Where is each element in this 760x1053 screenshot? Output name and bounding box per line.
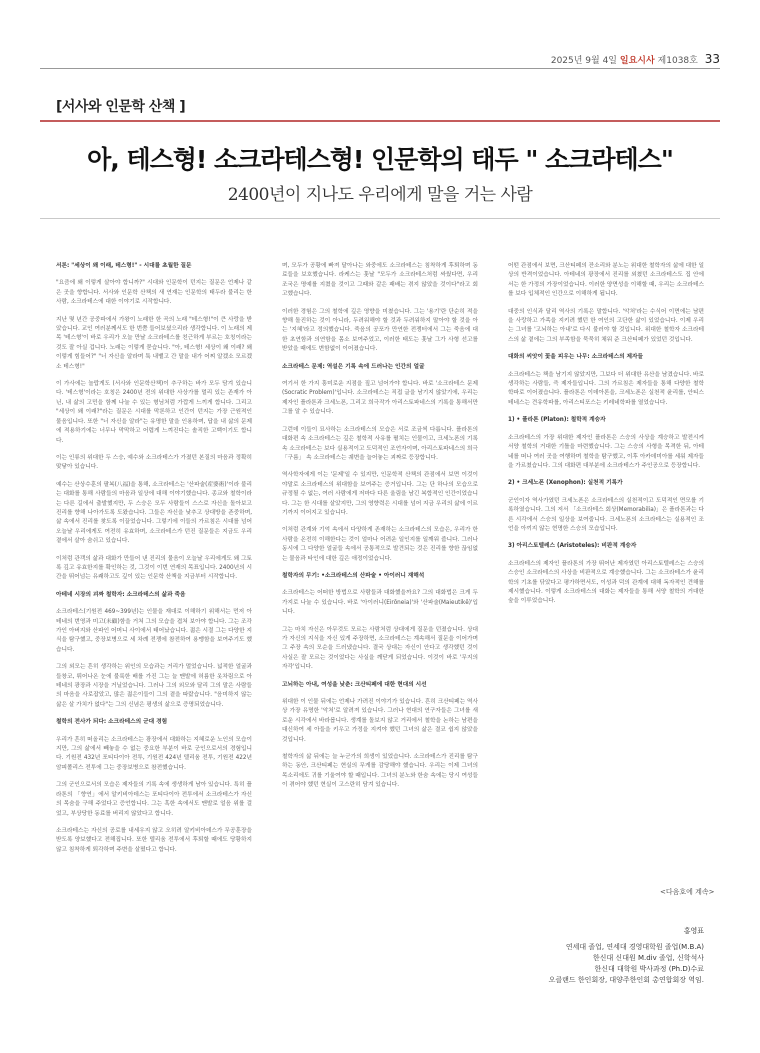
article-paragraph: 소크라테스는 책을 남기지 않았지만, 그보다 더 위대한 유산을 남겼습니다. 바로 생각하는 사람들, 즉 제자들입니다. 그의 가르침은 제자들을 통해 다양한 철학 학파로 이어졌습니다. 플라톤은 이데아론을, 크세노폰은 실천적 윤리를, 안티스테네스는 견유학파를, 아리스티포스는 키레네학파를 열었습니다. [508,371,704,406]
article-paragraph: 역사학자에게 이는 '문제'일 수 있지만, 인문학적 산책의 관점에서 보면 이것이야말로 소크라테스의 위대함을 보여주는 증거입니다. 그는 단 하나의 모습으로 규정될 수 없는, 여러 사람에게 저마다 다른 울림을 남긴 복합적인 인간이었습니다. 그는 한 시대를 살았지만, 그의 영향력은 시대를 넘어 지금 우리의 삶에 이르기까지 이어지고 있습니다. [282,472,478,516]
author-box [444,926,704,986]
article-paragraph: 소크라테스는 자신의 공로를 내세우지 않고 오히려 알키비아데스가 무공훈장을 받도록 양보했다고 전해집니다. 또한 델리움 전투에서 후퇴할 때에도 당황하지 않고 침착하게 퇴각하며 주변을 살폈다고 합니다. [56,827,252,853]
article-subheading: 아테네 시장의 괴짜 철학자: 소크라테스의 삶과 죽음 [56,591,186,598]
article-paragraph: 위대한 이 인물 뒤에는 언제나 가려진 이야기가 있습니다. 흔히 크산티페는 역사상 가장 유명한 '악처'로 알려져 있습니다. 그러나 현대의 연구자들은 그녀를 새로운 시각에서 바라봅니다. 생계를 돌보지 않고 거리에서 철학을 논하는 남편을 대신하여 세 아들을 키우고 가정을 지켜야 했던 그녀의 삶은 결코 쉽지 않았을 것입니다. [282,699,478,743]
article-paragraph: 그런데 이들이 묘사하는 소크라테스의 모습은 서로 조금씩 다릅니다. 플라톤의 대화편 속 소크라테스는 깊은 철학적 사유를 펼치는 인물이고, 크세노폰의 기록 속 소크라테스는 보다 실용적이고 도덕적인 조언자이며, 아리스토파네스의 희극 「구름」 속 소크라테스는 궤변을 늘어놓는 괴짜로 등장합니다. [282,426,478,461]
article-paragraph: 이는 인류의 위대한 두 스승, 예수와 소크라테스가 가졌던 본질의 마음과 정확히 맞닿아 있습니다. [56,454,252,471]
article-paragraph: 대중의 인식과 달리 역사의 기록은 말합니다. '악처'라는 수식어 이면에는 남편을 사랑하고 가족을 지키려 했던 한 여인의 고단한 삶이 있었습니다. 이제 우리는 그녀를 '고뇌하는 아내'로 다시 불러야 할 것입니다. 위대한 철학자 소크라테스의 삶 곁에는 그의 부족함을 묵묵히 채워 준 크산티페가 있었던 것입니다. [508,308,704,343]
article-subheading: 대화의 씨앗이 꽃을 피우는 나무: 소크라테스의 제자들 [508,354,644,361]
article-subheading: 철학자의 무기: •소크라테스의 산파술 • 아이러니 재해석 [282,572,425,579]
article-subheading: 서론: "세상이 왜 이래, 테스형!" - 시대를 초월한 질문 [56,263,192,269]
issue-number: 제1038호 [657,56,698,66]
article-paragraph: 소크라테스는 어떠한 방법으로 사람들과 대화했을까요? 그의 대화법은 크게 두 가지로 나눌 수 있습니다. 바로 '아이러니(Eirōneia)'와 '산파술(Maieutikē)'입니다. [282,590,478,616]
page-number: 33 [704,52,720,66]
author-credential: 한신대 대학원 박사과정 (Ph.D)수료 [594,965,704,973]
article-column-1 [56,262,252,922]
title-divider [40,218,720,219]
issue-date: 2025년 9월 4일 [550,56,618,66]
article-paragraph: 여기서 한 가지 흥미로운 지점을 짚고 넘어가야 합니다. 바로 '소크라테스 문제(Socratic Problem)'입니다. 소크라테스는 직접 글을 남기지 않았기에, 우리는 제자인 플라톤과 크세노폰, 그리고 희극작가 아리스토파네스의 기록을 통해서만 그를 알 수 있습니다. [282,381,478,416]
article-paragraph: 소크라테스(기원전 469~399년)는 인물을 재대로 이해하기 위해서는 먼저 아테네의 번영과 미고(未顧)함을 거쳐 그의 모습을 겹쳐 보아야 합니다. 그는 조각가인 아버지와 산파인 어머니 사이에서 태어났습니다. 젊은 시절 그는 다양한 지식을 탐구했고, 중장보병으로 세 차례 전쟁에 참전하여 용맹함을 보여주기도 했습니다. [56,609,252,653]
article-subheadline: 2400년이 지나도 우리에게 말을 거는 사람 [227,185,533,205]
author-credential: 한신대 신대원 M.div 졸업, 신학석사 [592,954,704,962]
article-paragraph: 이러한 경험은 그의 철학에 깊은 영향을 미쳤습니다. 그는 '용기'란 단순히 적을 향해 돌진하는 것이 아니라, 두려워해야 할 것과 두려워하지 말아야 할 것을 아는 '지혜'라고 정의했습니다. 죽음의 공포가 만연한 전쟁터에서 그는 죽음에 대한 초연함과 의연함을 몸소 보여주었고, 이러한 태도는 훗날 그가 사형 선고를 받았을 때에도 변함없이 이어졌습니다. [282,308,478,353]
section-divider [40,120,720,122]
article-subheading: 소크라테스 문제: 역설은 기록 속에 드러나는 인간의 얼굴 [282,363,425,370]
article-body [56,262,704,922]
author-credential: 연세대 졸업, 연세대 경영대학원 졸업(M.B.A) [565,943,704,951]
article-paragraph: 그의 외모는 흔히 생각하는 위인의 모습과는 거리가 멀었습니다. 넓적한 얼굴과 들창코, 튀어나온 눈에 불룩한 배를 가진 그는 늘 맨발에 허름한 옷차림으로 아테네의 광장과 시장을 거닐었습니다. 그러나 그의 외모와 달리 그의 말은 사람들의 마음을 사로잡았고, 많은 젊은이들이 그의 곁을 따랐습니다. "음미하지 않는 삶은 살 가치가 없다"는 그의 신념은 평생의 삶으로 증명되었습니다. [56,664,252,708]
article-paragraph: 며, 모두가 공황에 빠져 달아나는 와중에도 소크라테스는 침착하게 후퇴하며 동료들을 보호했습니다. 라케스는 훗날 "모두가 소크라테스처럼 싸웠다면, 우리 조국은 명예를 지켰을 것이고 그때와 같은 패배는 겪지 않았을 것이다"라고 회고했습니다. [282,263,478,298]
article-paragraph: 이처럼 관계와 기억 속에서 다양하게 존재하는 소크라테스의 모습은, 우리가 한 사람을 온전히 이해한다는 것이 얼마나 어려운 일인지를 일깨워 줍니다. 그러나 동시에 그 다양한 얼굴들 속에서 공통적으로 발견되는 것은 진리를 향한 끊임없는 물음과 타인에 대한 깊은 애정이었습니다. [282,527,478,562]
article-headline: 아, 테스형! 소크라테스형! 인문학의 태두 " 소크라테스" [87,145,673,174]
article-paragraph: 이 가사에는 놀랍게도 (서사와 인문학산책)이 추구하는 바가 모두 담겨 있습니다. '테스형'이라는 호칭은 2400년 전의 위대한 사상가를 멀리 있는 존재가 아닌, 내 삶의 고민을 함께 나눌 수 있는 형님처럼 가깝게 느끼게 합니다. 그리고 "세상이 왜 이래?"라는 질문은 시대를 막론하고 인간이 던지는 가장 근원적인 물음입니다. 또한 "너 자신을 알라"는 유명한 말을 인용하며, 답을 내 삶의 문제에 적용하기에는 너무나 막막하고 어렵게 느껴진다는 솔직한 고백이기도 합니다. [56,381,252,444]
article-paragraph: 철학자의 삶 뒤에는 늘 누군가의 희생이 있었습니다. 소크라테스가 진리를 탐구하는 동안, 크산티페는 현실의 무게를 감당해야 했습니다. 우리는 이제 그녀의 목소리에도 귀를 기울여야 할 때입니다. 그녀의 분노와 한숨 속에는 당시 여성들이 겪어야 했던 현실이 고스란히 담겨 있습니다. [282,754,478,789]
article-paragraph: 그의 군인으로서의 모습은 제자들의 기록 속에 생생하게 남아 있습니다. 특히 플라톤의 「향연」에서 알키비아데스는 포티다이아 전투에서 소크라테스가 자신의 목숨을 구해 주었다고 증언합니다. 그는 혹한 속에서도 맨발로 얼음 위를 걸었고, 부상당한 동료를 버리지 않았다고 합니다. [56,782,252,817]
article-subheading: 3) 아리스토텔레스 (Aristoteles): 비판적 계승자 [508,543,637,550]
article-paragraph: 이처럼 관객의 삶과 대화가 만들어 낸 진리의 물음이 오늘날 우리에게도 왜 그토록 깊고 유효한지를 확인하는 것, 그것이 이번 연재의 목표입니다. 2400년의 시간을 뛰어넘는 유쾌하고도 깊이 있는 인문학 산책을 지금부터 시작합니다. [56,555,252,581]
article-column-2 [282,262,478,922]
article-paragraph: 우리가 흔히 떠올리는 소크라테스는 광장에서 대화하는 지혜로운 노인의 모습이지만, 그의 삶에서 빼놓을 수 없는 중요한 부분이 바로 군인으로서의 경험입니다. 기원전 432년 포티다이아 전투, 기원전 424년 델리움 전투, 기원전 422년 암피폴리스 전투에 그는 중장보병으로 참전했습니다. [56,736,252,771]
article-column-3 [508,262,704,922]
author-name: 홍영표 [683,927,704,935]
section-tag: [서사와 인문학 산책 ] [56,99,186,115]
header-divider [40,68,720,69]
article-paragraph: 어떤 관점에서 보면, 크산티페의 잔소리와 분노는 위대한 철학자의 삶에 대한 일상의 반격이었습니다. 아테네의 광장에서 진리를 외쳤던 소크라테스도 집 안에서는 한 가정의 가장이었습니다. 이러한 양면성을 이해할 때, 우리는 소크라테스를 보다 입체적인 인간으로 이해하게 됩니다. [508,263,704,298]
article-subheading: 2) • 크세노폰 (Xenophon): 실천적 기록가 [508,480,623,487]
article-paragraph: 그는 마치 자신은 아무것도 모르는 사람처럼 상대에게 질문을 던졌습니다. 상대가 자신의 지식을 자신 있게 주장하면, 소크라테스는 계속해서 질문을 이어가며 그 주장 속의 모순을 드러냈습니다. 결국 상대는 자신이 안다고 생각했던 것이 사실은 잘 모르는 것이었다는 사실을 깨닫게 되었습니다. 이것이 바로 '무지의 자각'입니다. [282,626,478,671]
author-credential: 오클랜드 한인회장, 대양주한인회 총연합회장 역임. [548,976,704,984]
publication-name: 일요시사 [619,56,655,66]
article-subheading: 1) • 플라톤 (Platon): 철학적 계승자 [508,417,606,424]
page-header [0,0,760,70]
article-paragraph: 군인이자 역사가였던 크세노폰은 소크라테스의 실천적이고 도덕적인 면모를 기록하였습니다. 그의 저서 「소크라테스 회상(Memorabilia)」은 플라톤과는 다른 시각에서 스승의 일상을 보여줍니다. 크세노폰의 소크라테스는 실용적인 조언을 아끼지 않는 현명한 스승의 모습입니다. [508,497,704,532]
author-credentials [444,942,704,986]
article-paragraph: "요즘에 왜 이렇게 살아야 합니까?" 시대와 인문학이 던지는 질문은 언제나 같은 곳을 향합니다. 서사와 인문학 산책의 새 연재는 인문학의 태두라 불리는 한 사람, 소크라테스에 대한 이야기로 시작합니다. [56,280,252,306]
article-subheading: 철학의 전사가 되다: 소크라테스의 군대 경험 [56,719,168,726]
issue-info [551,52,720,66]
continued-notice: <다음호에 계속> [660,888,715,896]
article-paragraph: 소크라테스의 제자인 플라톤의 가장 뛰어난 제자였던 아리스토텔레스는 스승의 스승인 소크라테스의 사상을 비판적으로 계승했습니다. 그는 소크라테스가 윤리학의 기초를 닦았다고 평가하면서도, 이성과 덕의 관계에 대해 독자적인 견해를 제시했습니다. 이렇게 소크라테스의 대화는 제자들을 통해 서양 철학의 거대한 숲을 이루었습니다. [508,560,704,605]
article-subheading: 고뇌하는 아내, 여성을 낮춘: 크산티페에 대한 현대의 시선 [282,681,427,688]
article-paragraph: 지난 몇 년간 공중파에서 가왕이 노래한 한 곡의 노래 "테스형!"이 큰 사랑을 받았습니다. 교인 여러분께서도 한 번쯤 들어보셨으리라 생각합니다. 이 노래의 제목 '테스형'이 바로 우리가 오늘 만날 소크라테스를 친근하게 부르는 호칭이라는 것도 잘 아실 겁니다. 노래는 이렇게 묻습니다. "아, 테스형! 세상이 왜 이래? 왜 이렇게 힘들어?" "너 자신을 알라며 툭 내뱉고 간 말을 내가 어찌 알겠소 모르겠소 테스형!" [56,316,252,370]
article-paragraph: 소크라테스의 가장 위대한 제자인 플라톤은 스승의 사상을 계승하고 발전시켜 서양 철학의 거대한 기틀을 마련했습니다. 그는 스승의 사형을 목격한 뒤, 아테네를 떠나 여러 곳을 여행하며 철학을 탐구했고, 이후 아카데미아를 세워 제자들을 가르쳤습니다. 그의 대화편 대부분에 소크라테스가 주인공으로 등장합니다. [508,434,704,469]
article-paragraph: 예수는 산상수훈의 팔복(八福)을 통해, 소크라테스는 '산파술(産婆術)'이라 불리는 대화를 통해 사람들의 마음과 일상에 대해 이야기했습니다. 종교와 철학이라는 다른 길에서 출발했지만, 두 스승은 모두 사람들이 스스로 자신을 돌아보고 진리를 향해 나아가도록 도왔습니다. 그들은 자신을 낮추고 상대방을 존중하며, 삶 속에서 진리를 찾도록 이끌었습니다. 그렇기에 이들의 가르침은 시대를 넘어 오늘날 우리에게도 여전히 유효하며, 소크라테스가 던진 질문들은 지금도 우리 곁에서 살아 숨쉬고 있습니다. [56,481,252,545]
